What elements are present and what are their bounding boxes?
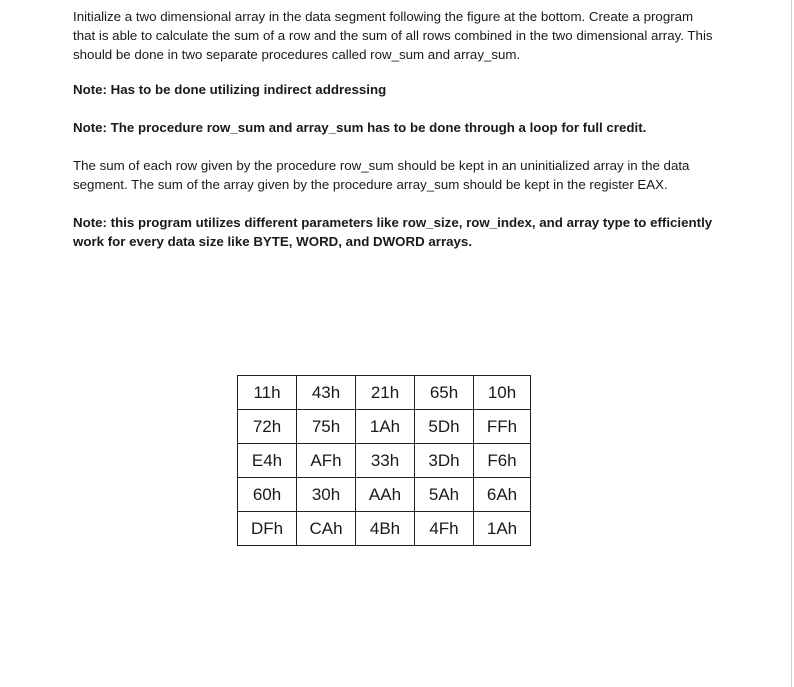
array-figure-table: [237, 375, 531, 546]
table-cell: 4Bh: [356, 512, 415, 546]
table-row: [238, 444, 531, 478]
table-row: [238, 410, 531, 444]
table-cell: FFh: [474, 410, 531, 444]
assignment-text: [73, 7, 713, 251]
table-cell: 11h: [238, 376, 297, 410]
table-cell: 1Ah: [474, 512, 531, 546]
table-cell: 1Ah: [356, 410, 415, 444]
table-cell: 33h: [356, 444, 415, 478]
table-cell: DFh: [238, 512, 297, 546]
table-cell: 65h: [415, 376, 474, 410]
table-cell: 6Ah: [474, 478, 531, 512]
table-cell: 43h: [297, 376, 356, 410]
table-cell: 5Ah: [415, 478, 474, 512]
table-cell: E4h: [238, 444, 297, 478]
table-cell: CAh: [297, 512, 356, 546]
table-cell: 4Fh: [415, 512, 474, 546]
table-cell: 3Dh: [415, 444, 474, 478]
paragraph-storage: The sum of each row given by the procedure row_sum should be kept in an uninitialized array in the data segment. The sum of the array given by the procedure array_sum should be kept in the register EAX.: [73, 158, 690, 192]
note-loop-requirement: Note: The procedure row_sum and array_sum has to be done through a loop for full credit.: [73, 120, 647, 135]
table-cell: 10h: [474, 376, 531, 410]
table-cell: 75h: [297, 410, 356, 444]
table-cell: AFh: [297, 444, 356, 478]
table-cell: F6h: [474, 444, 531, 478]
table-row: [238, 512, 531, 546]
table-cell: 72h: [238, 410, 297, 444]
note-indirect-addressing: Note: Has to be done utilizing indirect addressing: [73, 82, 387, 97]
page-edge: [791, 0, 792, 687]
table-row: [238, 478, 531, 512]
note-parameters: Note: this program utilizes different parameters like row_size, row_index, and array type to efficiently work for every data size like BYTE, WORD, and DWORD arrays.: [73, 215, 713, 249]
table-cell: 30h: [297, 478, 356, 512]
table-row: [238, 376, 531, 410]
table-cell: AAh: [356, 478, 415, 512]
table-cell: 5Dh: [415, 410, 474, 444]
paragraph-intro: Initialize a two dimensional array in the data segment following the figure at the bottom. Create a program that is able to calculate the sum of a row and the sum of all rows combined in the two dimensional array. This should be done in two separate procedures called row_sum and array_sum.: [73, 9, 713, 62]
table-cell: 60h: [238, 478, 297, 512]
table-cell: 21h: [356, 376, 415, 410]
